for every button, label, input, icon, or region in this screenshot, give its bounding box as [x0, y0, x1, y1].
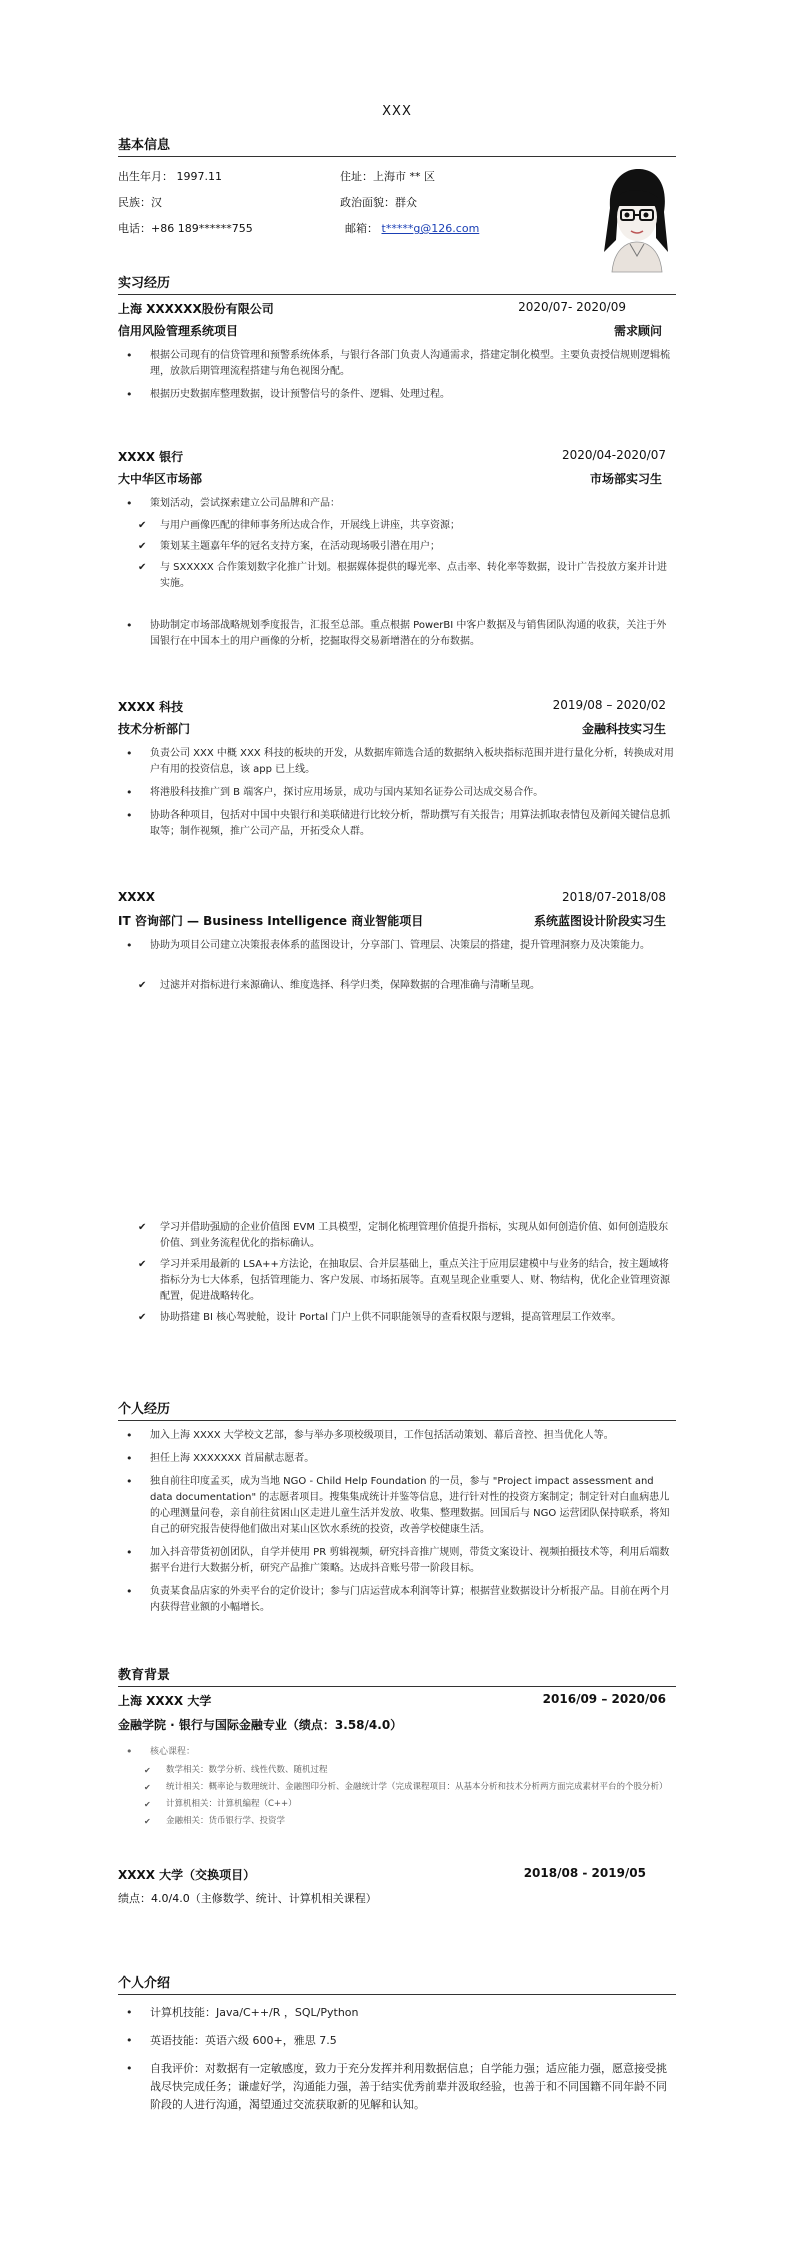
job-bullets	[118, 938, 676, 961]
job-dept: 大中华区市场部	[118, 472, 203, 486]
job-role: 金融科技实习生	[581, 722, 666, 736]
job-date: 2020/07- 2020/09	[518, 300, 626, 314]
job-dept-row	[118, 470, 676, 487]
job-company: XXXX 科技	[118, 700, 184, 714]
list-item: ✔ 计算机相关：计算机编程（C++）	[138, 1798, 676, 1811]
school-major: 金融学院 · 银行与国际金融专业（绩点：3.58/4.0）	[118, 1718, 403, 1732]
job-1	[118, 300, 676, 430]
list-item: ✔ 策划某主题嘉年华的冠名支持方案，在活动现场吸引潜在用户；	[132, 539, 676, 555]
phone: 电话：+86 189******755	[118, 222, 253, 235]
email-link[interactable]: t*****g@126.com	[381, 222, 480, 235]
job-bullets	[118, 496, 676, 519]
job-4	[118, 890, 676, 1020]
list-item: • 负责某食品店家的外卖平台的定价设计；参与门店运营成本利润等计算；根据营业数据设计分析报产品。目前在两个月内获得营业额的小幅增长。	[118, 1584, 676, 1616]
school-row	[118, 1692, 676, 1709]
list-item: ✔ 学习并采用最新的 LSA++方法论，在抽取层、合并层基础上，重点关注于应用层建模中与业务的结合，按主题域将指标分为七大体系，包括管理能力、客户发展、市场拓展等。直观呈现企业重要人、财、物结构，优化企业管理资源配置，促进战略转化。	[132, 1257, 676, 1305]
section-title: 基本信息	[118, 134, 676, 157]
job-dept: 信用风险管理系统项目	[118, 324, 239, 338]
intro-section	[118, 1972, 676, 1995]
avatar-photo	[590, 160, 680, 280]
list-item: ✔ 金融相关：货币银行学、投资学	[138, 1815, 676, 1828]
list-item: • 计算机技能：Java/C++/R ，SQL/Python	[118, 2004, 676, 2022]
education-block	[118, 1692, 676, 1922]
candidate-name: XXX	[382, 104, 412, 119]
job-date: 2019/08 – 2020/02	[552, 698, 666, 712]
list-item: • 英语技能：英语六级 600+，雅思 7.5	[118, 2032, 676, 2050]
job-role: 需求顾问	[613, 324, 662, 338]
job-role: 系统蓝图设计阶段实习生	[533, 914, 666, 928]
basic-info-section	[118, 134, 676, 157]
list-item: • 策划活动，尝试探索建立公司品牌和产品：	[118, 496, 676, 512]
job-company: XXXX 银行	[118, 450, 184, 464]
birth-date: 出生年月： 1997.11	[118, 170, 222, 183]
section-title: 个人经历	[118, 1398, 676, 1421]
intro-list	[118, 2004, 676, 2134]
job-company-row	[118, 448, 676, 465]
list-item: • 根据历史数据库整理数据，设计预警信号的条件、逻辑、处理过程。	[118, 387, 676, 403]
job-2	[118, 448, 676, 688]
job-bullets	[118, 746, 676, 847]
job-date: 2018/07-2018/08	[561, 890, 666, 904]
internship-section	[118, 272, 676, 295]
personal-list	[118, 1428, 676, 1648]
ethnicity: 民族：汉	[118, 196, 162, 209]
job-4-continued	[118, 1220, 676, 1370]
personal-bullets	[118, 1428, 676, 1623]
job-role: 市场部实习生	[589, 472, 662, 486]
list-item: ✔ 统计相关：概率论与数理统计、金融图印分析、金融统计学（完成课程项目：从基本分析和技术分析两方面完成素材平台的个股分析）	[138, 1781, 676, 1794]
list-item: • 加入上海 XXXX 大学校文艺部，参与举办多项校级项目，工作包括活动策划、幕后音控、担当优化人等。	[118, 1428, 676, 1444]
job-checklist	[132, 518, 676, 597]
job-3	[118, 698, 676, 878]
list-item: • 独自前往印度孟买，成为当地 NGO - Child Help Foundation 的一员，参与 "Project impact assessment and data documentation" 的志愿者项目。搜集集成统计并鉴等信息，进行针对性的投资方案制定；制定针对白血病患儿的心理测量问卷，亲自前往贫困山区走进儿童生活并发放、收集、整理数据。回国后与 NGO 运营团队保持联系，将知自己的研究报告使得他们做出对某山区饮水系统的投资，改善学校健康生活。	[118, 1474, 676, 1538]
job-dept-row	[118, 322, 676, 339]
education-section	[118, 1664, 676, 1687]
job-dept: 技术分析部门	[118, 722, 191, 736]
job-company: XXXX	[118, 890, 156, 904]
school-date: 2016/09 – 2020/06	[542, 1692, 666, 1706]
job-date: 2020/04-2020/07	[561, 448, 666, 462]
school-row	[118, 1866, 676, 1883]
job-checklist	[132, 978, 676, 999]
school-name: 上海 XXXX 大学	[118, 1694, 212, 1708]
list-item: ✔ 与 SXXXXX 合作策划数字化推广计划。根据媒体提供的曝光率、点击率、转化率等数据，设计广告投放方案并计进实施。	[132, 560, 676, 592]
list-item: • 将港股科技推广到 B 端客户，探讨应用场景，成功与国内某知名证券公司达成交易合作。	[118, 785, 676, 801]
list-item: ✔ 协助搭建 BI 核心驾驶舱，设计 Portal 门户上供不同职能领导的查看权限与逻辑，提高管理层工作效率。	[132, 1310, 676, 1326]
job-dept-row	[118, 912, 676, 929]
list-item: • 自我评价：对数据有一定敏感度，致力于充分发挥并利用数据信息；自学能力强；适应能力强，愿意接受挑战尽快完成任务；谦虚好学，沟通能力强，善于结实优秀前辈并汲取经验，也善于和不同国籍不同年龄不同阶段的人进行沟通，渴望通过交流获取新的见解和认知。	[118, 2060, 676, 2114]
list-item: • 协助为项目公司建立决策报表体系的蓝图设计，分享部门、管理层、决策层的搭建，提升管理洞察力及决策能力。	[118, 938, 676, 954]
email-row	[345, 220, 479, 236]
political-status: 政治面貌：群众	[340, 196, 417, 209]
list-item: ✔ 过滤并对指标进行来源确认、维度选择、科学归类，保障数据的合理准确与清晰呈现。	[132, 978, 676, 994]
job-bullets	[118, 618, 676, 657]
list-item: • 根据公司现有的信贷管理和预警系统体系，与银行各部门负责人沟通需求，搭建定制化模型。主要负责授信规则逻辑梳理，放款后期管理流程搭建与角色视图分配。	[118, 348, 676, 380]
job-checklist	[132, 1220, 676, 1331]
job-dept: IT 咨询部门 — Business Intelligence 商业智能项目	[118, 914, 424, 928]
job-company-row	[118, 698, 676, 715]
job-company-row	[118, 300, 676, 317]
school-name: XXXX 大学（交换项目）	[118, 1868, 256, 1882]
section-title: 实习经历	[118, 272, 676, 295]
job-dept-row	[118, 720, 676, 737]
course-heading: • 核心课程：	[118, 1744, 676, 1760]
list-item: • 协助各种项目，包括对中国中央银行和美联储进行比较分析，帮助撰写有关报告；用算法抓取表情包及新闻关键信息抓取等；制作视频，推广公司产品，开拓受众人群。	[118, 808, 676, 840]
email-label: 邮箱：	[345, 222, 378, 235]
list-item: • 加入抖音带货初创团队，自学并使用 PR 剪辑视频，研究抖音推广规则，带货文案设计、视频拍摄技术等，利用后端数据平台进行大数据分析，研究产品推广策略。达成抖音账号带一阶段目标。	[118, 1545, 676, 1577]
list-item: ✔ 学习并借助强励的企业价值图 EVM 工具模型，定制化梳理管理价值提升指标，实现从如何创造价值、如何创造股东价值、到业务流程优化的指标确认。	[132, 1220, 676, 1252]
list-item: • 担任上海 XXXXXXX 首届献志愿者。	[118, 1451, 676, 1467]
address: 住址：上海市 ** 区	[340, 170, 435, 183]
school-date: 2018/08 - 2019/05	[523, 1866, 646, 1880]
personal-section	[118, 1398, 676, 1421]
course-list	[138, 1764, 676, 1832]
section-title: 教育背景	[118, 1664, 676, 1687]
job-company: 上海 XXXXXX股份有限公司	[118, 302, 274, 316]
intro-bullets	[118, 2004, 676, 2124]
list-item: ✔ 数学相关：数学分析、线性代数、随机过程	[138, 1764, 676, 1777]
job-company-row	[118, 890, 676, 904]
list-item: • 负责公司 XXX 中概 XXX 科技的板块的开发，从数据库筛选合适的数据纳入板块指标范围并进行量化分析，转换成对用户有用的投资信息，该 app 已上线。	[118, 746, 676, 778]
job-bullets	[118, 348, 676, 410]
section-title: 个人介绍	[118, 1972, 676, 1995]
list-item: ✔ 与用户画像匹配的律师事务所达成合作，开展线上讲座，共享资源；	[132, 518, 676, 534]
school-gpa: 绩点：4.0/4.0（主修数学、统计、计算机相关课程）	[118, 1892, 377, 1905]
list-item: • 协助制定市场部战略规划季度报告，汇报至总部。重点根据 PowerBI 中客户数据及与销售团队沟通的收获，关注于外国银行在中国本土的用户画像的分析，挖掘取得交易新增潜在的分布数据。	[118, 618, 676, 650]
